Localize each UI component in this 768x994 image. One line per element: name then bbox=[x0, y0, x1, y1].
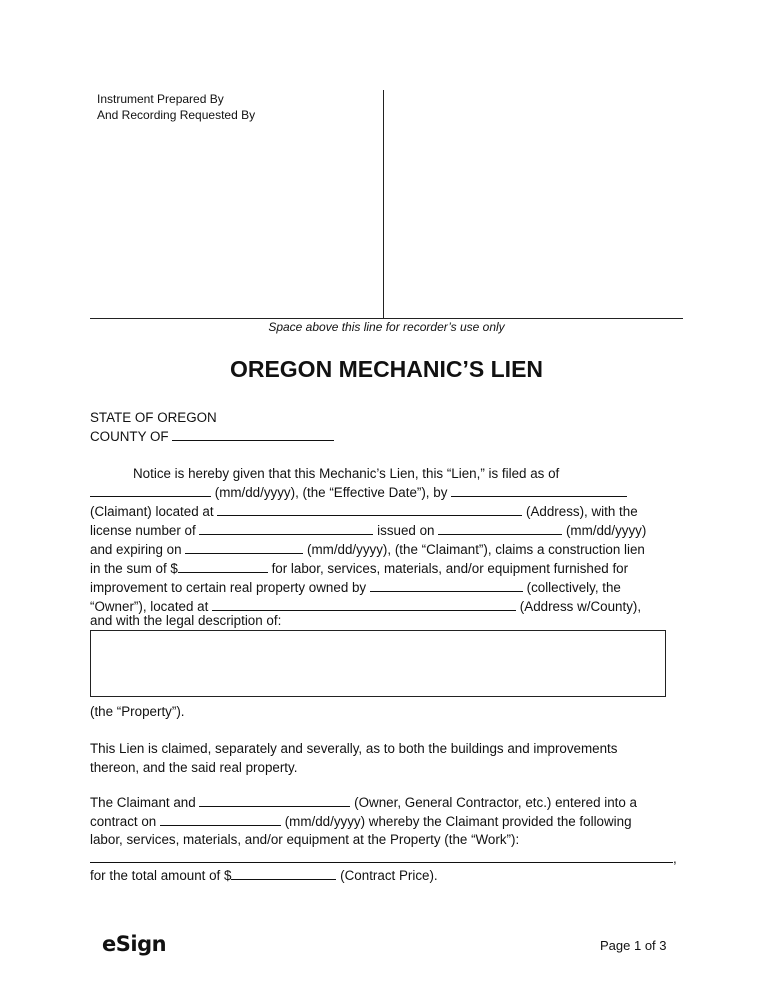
county-field[interactable] bbox=[172, 428, 334, 441]
contract-line-5 bbox=[90, 866, 438, 885]
recorder-divider-horizontal bbox=[90, 318, 683, 319]
text: contract on bbox=[90, 814, 157, 829]
claimant-address-field[interactable] bbox=[217, 503, 522, 516]
text: license number of bbox=[90, 523, 196, 538]
prepared-by-line1: Instrument Prepared By bbox=[97, 92, 224, 106]
contracting-party-field[interactable] bbox=[199, 794, 350, 807]
text: (mm/dd/yyyy) whereby the Claimant provided the following bbox=[284, 814, 632, 829]
contract-line-1 bbox=[90, 793, 637, 812]
notice-line-5 bbox=[90, 540, 645, 559]
text: (collectively, the bbox=[526, 580, 621, 595]
text: (Address), with the bbox=[526, 504, 638, 519]
notice-line-7 bbox=[90, 578, 621, 597]
text: in the sum of $ bbox=[90, 561, 178, 576]
text: for the total amount of $ bbox=[90, 868, 232, 883]
license-number-field[interactable] bbox=[199, 522, 373, 535]
work-description-field[interactable] bbox=[90, 850, 673, 863]
recorder-divider-vertical bbox=[383, 90, 384, 318]
esign-logo: eSign bbox=[102, 932, 167, 956]
text: (Address w/County), bbox=[519, 599, 642, 614]
text: The Claimant and bbox=[90, 795, 196, 810]
license-expiry-date-field[interactable] bbox=[185, 541, 303, 554]
county-label: COUNTY OF bbox=[90, 429, 169, 444]
notice-line-9: and with the legal description of: bbox=[90, 613, 282, 628]
prepared-by-line2: And Recording Requested By bbox=[97, 108, 256, 122]
text: (Contract Price). bbox=[340, 868, 438, 883]
text: improvement to certain real property owned by bbox=[90, 580, 367, 595]
property-address-field[interactable] bbox=[212, 598, 516, 611]
legal-description-box[interactable] bbox=[90, 630, 666, 697]
claimant-name-field[interactable] bbox=[451, 484, 627, 497]
page-title: OREGON MECHANIC’S LIEN bbox=[229, 356, 544, 382]
text: for labor, services, materials, and/or equipment furnished for bbox=[271, 561, 629, 576]
text: “Owner”), located at bbox=[90, 599, 209, 614]
text: (Claimant) located at bbox=[90, 504, 214, 519]
text: and expiring on bbox=[90, 542, 182, 557]
notice-line-2 bbox=[90, 483, 627, 502]
notice-line-1: Notice is hereby given that this Mechanic’s Lien, this “Lien,” is filed as of bbox=[133, 466, 560, 481]
contract-line-2 bbox=[90, 812, 632, 831]
county-line bbox=[90, 427, 334, 446]
state-line: STATE OF OREGON bbox=[90, 410, 217, 425]
contract-line-3: labor, services, materials, and/or equipment at the Property (the “Work”): bbox=[90, 832, 520, 847]
property-label: (the “Property”). bbox=[90, 704, 185, 719]
claim-line-2: thereon, and the said real property. bbox=[90, 760, 298, 775]
owner-name-field[interactable] bbox=[370, 579, 523, 592]
notice-line-4 bbox=[90, 521, 646, 540]
claim-line-1: This Lien is claimed, separately and severally, as to both the buildings and improvements bbox=[90, 741, 618, 756]
text: , bbox=[673, 851, 677, 866]
notice-line-6 bbox=[90, 559, 628, 578]
text: (mm/dd/yyyy) bbox=[565, 523, 647, 538]
contract-date-field[interactable] bbox=[160, 813, 281, 826]
effective-date-field[interactable] bbox=[90, 484, 211, 497]
contract-price-field[interactable] bbox=[231, 867, 336, 880]
text: (Owner, General Contractor, etc.) entered into a bbox=[354, 795, 638, 810]
prepared-by-label bbox=[97, 91, 255, 123]
license-issued-date-field[interactable] bbox=[438, 522, 562, 535]
text: issued on bbox=[377, 523, 435, 538]
text: (mm/dd/yyyy), (the “Claimant”), claims a construction lien bbox=[307, 542, 645, 557]
lien-amount-field[interactable] bbox=[178, 560, 268, 573]
page-number: Page 1 of 3 bbox=[600, 938, 667, 953]
notice-line-3 bbox=[90, 502, 638, 521]
text: (mm/dd/yyyy), (the “Effective Date”), by bbox=[214, 485, 448, 500]
recorder-note: Space above this line for recorder’s use only bbox=[268, 320, 505, 334]
